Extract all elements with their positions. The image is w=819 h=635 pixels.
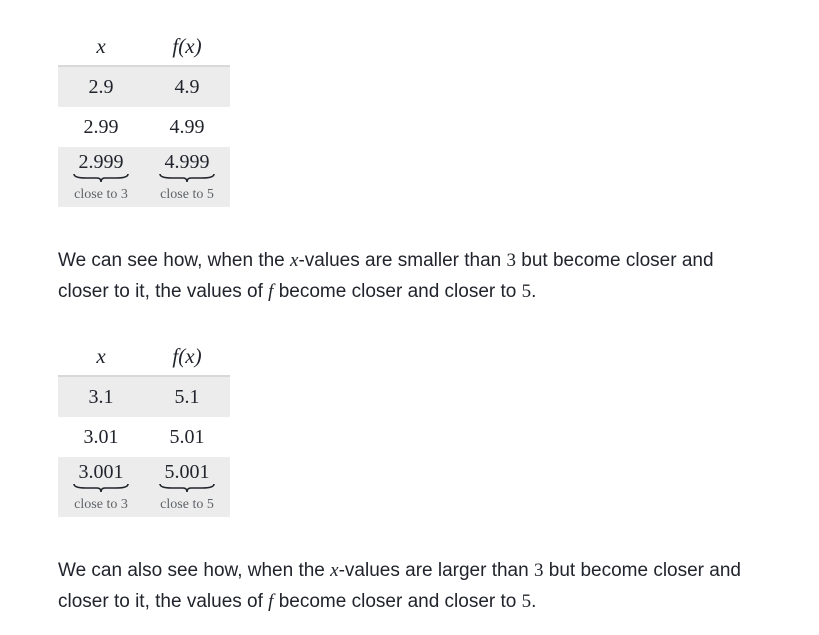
text: -values are larger than [338, 560, 534, 581]
annotation-row [58, 187, 230, 207]
explanation-paragraph [58, 245, 758, 307]
header-x: x [96, 344, 106, 368]
var-f: f [268, 281, 274, 302]
cell-fx: 4.999 [164, 151, 210, 173]
header-fx: f(x) [172, 34, 202, 58]
table-row [58, 147, 230, 189]
var-x: x [330, 560, 339, 581]
text: but become closer and closer to it, the values of [58, 250, 714, 302]
cell-fx: 5.1 [174, 385, 200, 408]
table-row [58, 417, 230, 457]
text: -values are smaller than [298, 250, 507, 271]
table-header [58, 28, 230, 67]
text: We can also see how, when the [58, 560, 331, 581]
cell-x: 3.1 [88, 385, 114, 408]
note-close-to-5: close to 5 [160, 497, 214, 512]
num: 3 [533, 560, 544, 581]
var-x: x [290, 250, 299, 271]
table-row [58, 67, 230, 107]
explanation-paragraph [58, 555, 758, 617]
cell-fx: 4.99 [169, 115, 205, 138]
value-table-above-3 [58, 338, 230, 517]
annotation-row [58, 497, 230, 517]
table-row [58, 457, 230, 499]
note-close-to-3: close to 3 [74, 497, 128, 512]
underbrace-icon [158, 483, 216, 493]
cell-x: 3.001 [78, 461, 124, 483]
text: . [531, 281, 537, 302]
table-row [58, 377, 230, 417]
note-close-to-5: close to 5 [160, 187, 214, 202]
text: We can see how, when the [58, 250, 291, 271]
underbrace-icon [72, 173, 130, 183]
cell-x: 3.01 [83, 425, 119, 448]
num: 5 [521, 591, 532, 612]
text: but become closer and closer to it, the values of [58, 560, 741, 612]
header-fx: f(x) [172, 344, 202, 368]
table-row [58, 107, 230, 147]
text: become closer and closer to [273, 281, 522, 302]
cell-fx: 4.9 [174, 75, 200, 98]
value-table-below-3 [58, 28, 230, 207]
header-x: x [96, 34, 106, 58]
cell-x: 2.99 [83, 115, 119, 138]
underbrace-icon [158, 173, 216, 183]
num: 3 [506, 250, 517, 271]
text: become closer and closer to [273, 591, 522, 612]
var-f: f [268, 591, 274, 612]
cell-x: 2.999 [78, 151, 124, 173]
cell-fx: 5.001 [164, 461, 210, 483]
cell-fx: 5.01 [169, 425, 205, 448]
num: 5 [521, 281, 532, 302]
note-close-to-3: close to 3 [74, 187, 128, 202]
cell-x: 2.9 [88, 75, 114, 98]
table-header [58, 338, 230, 377]
text: . [531, 591, 537, 612]
underbrace-icon [72, 483, 130, 493]
